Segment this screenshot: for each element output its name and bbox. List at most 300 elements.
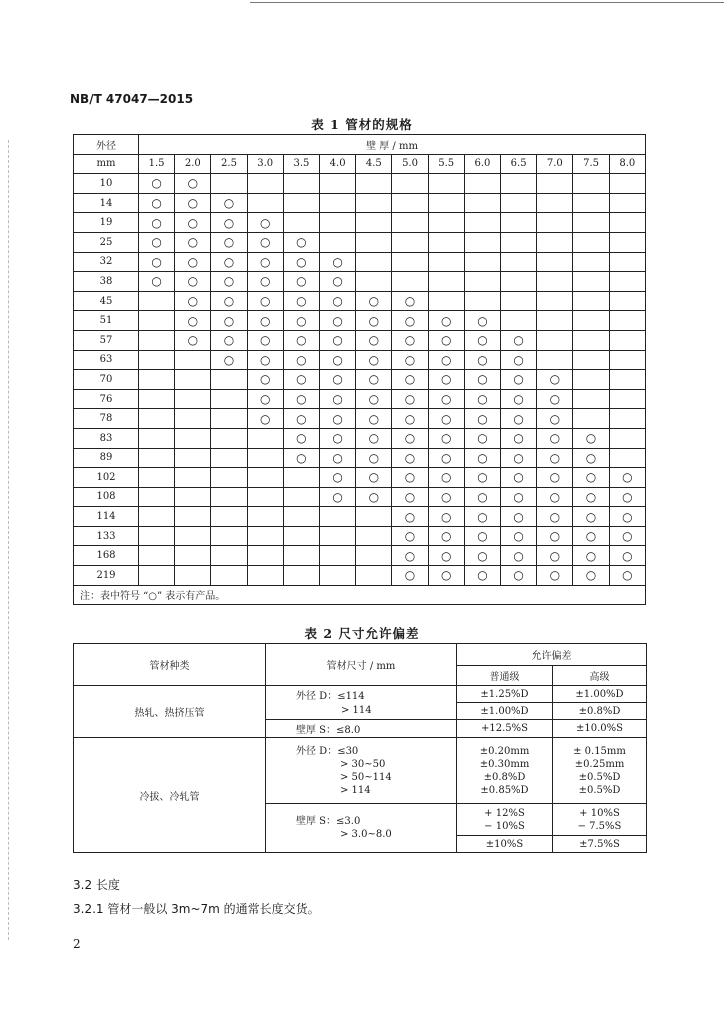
product-mark: ○	[356, 350, 392, 370]
product-mark: ○	[211, 213, 247, 233]
product-mark: ○	[211, 232, 247, 252]
empty-cell	[139, 566, 175, 586]
empty-cell	[609, 272, 645, 292]
empty-cell	[139, 428, 175, 448]
product-mark: ○	[537, 409, 573, 429]
cold-wall-label: > 3.0~8.0	[340, 829, 392, 840]
product-mark: ○	[247, 252, 283, 272]
product-mark: ○	[501, 487, 537, 507]
table-row	[74, 291, 646, 311]
empty-cell	[175, 468, 211, 488]
empty-cell	[609, 232, 645, 252]
empty-cell	[609, 428, 645, 448]
hot-od-normal-2: ±1.00%D	[457, 703, 553, 720]
table2-caption: 表 2 尺寸允许偏差	[304, 626, 420, 641]
empty-cell	[537, 330, 573, 350]
product-mark: ○	[501, 546, 537, 566]
product-mark: ○	[392, 311, 428, 331]
cold-od-normal-value: ±0.8%D	[483, 771, 526, 783]
product-mark: ○	[392, 468, 428, 488]
product-mark: ○	[537, 526, 573, 546]
empty-cell	[428, 213, 464, 233]
product-mark: ○	[247, 330, 283, 350]
empty-cell	[356, 232, 392, 252]
cold-od-labels	[266, 738, 457, 804]
product-mark: ○	[428, 448, 464, 468]
product-mark: ○	[464, 350, 500, 370]
product-mark: ○	[573, 507, 609, 527]
product-mark: ○	[609, 566, 645, 586]
product-mark: ○	[392, 370, 428, 390]
product-mark: ○	[247, 370, 283, 390]
product-mark: ○	[464, 409, 500, 429]
product-mark: ○	[320, 291, 356, 311]
empty-cell	[320, 507, 356, 527]
cold-wall-high-b: ±7.5%S	[553, 836, 647, 853]
product-mark: ○	[501, 428, 537, 448]
empty-cell	[501, 232, 537, 252]
empty-cell	[283, 213, 319, 233]
empty-cell	[356, 272, 392, 292]
empty-cell	[283, 193, 319, 213]
cold-od-normal-value: ±0.20mm	[479, 745, 530, 757]
product-mark: ○	[320, 311, 356, 331]
od-value: 102	[74, 468, 139, 488]
empty-cell	[464, 232, 500, 252]
empty-cell	[283, 526, 319, 546]
product-mark: ○	[428, 428, 464, 448]
product-mark: ○	[320, 468, 356, 488]
product-mark: ○	[392, 507, 428, 527]
od-value: 133	[74, 526, 139, 546]
empty-cell	[356, 526, 392, 546]
product-mark: ○	[320, 350, 356, 370]
empty-cell	[573, 252, 609, 272]
empty-cell	[392, 272, 428, 292]
product-mark: ○	[356, 409, 392, 429]
product-mark: ○	[464, 526, 500, 546]
cold-od-label: > 114	[340, 784, 371, 796]
product-mark: ○	[428, 330, 464, 350]
page-number: 2	[73, 937, 81, 951]
empty-cell	[428, 232, 464, 252]
empty-cell	[175, 409, 211, 429]
empty-cell	[609, 213, 645, 233]
product-mark: ○	[356, 487, 392, 507]
empty-cell	[211, 448, 247, 468]
od-value: 45	[74, 291, 139, 311]
table1-pipe-specs	[73, 134, 646, 605]
thickness-col-header: 5.5	[428, 154, 464, 174]
empty-cell	[139, 409, 175, 429]
empty-cell	[211, 566, 247, 586]
empty-cell	[139, 370, 175, 390]
empty-cell	[356, 566, 392, 586]
product-mark: ○	[501, 389, 537, 409]
cold-wall-high-value: − 7.5%S	[577, 820, 622, 832]
product-mark: ○	[428, 468, 464, 488]
product-mark: ○	[139, 232, 175, 252]
product-mark: ○	[356, 291, 392, 311]
empty-cell	[573, 330, 609, 350]
empty-cell	[283, 546, 319, 566]
thickness-col-header: 6.0	[464, 154, 500, 174]
empty-cell	[247, 566, 283, 586]
product-mark: ○	[573, 526, 609, 546]
thickness-col-header: 6.5	[501, 154, 537, 174]
table-row	[74, 566, 646, 586]
product-mark: ○	[464, 389, 500, 409]
product-mark: ○	[175, 232, 211, 252]
empty-cell	[247, 526, 283, 546]
empty-cell	[139, 330, 175, 350]
od-value: 32	[74, 252, 139, 272]
product-mark: ○	[501, 409, 537, 429]
empty-cell	[537, 252, 573, 272]
table-row	[74, 252, 646, 272]
table-row	[74, 193, 646, 213]
product-mark: ○	[211, 252, 247, 272]
product-mark: ○	[392, 448, 428, 468]
thickness-col-header: 8.0	[609, 154, 645, 174]
od-value: 70	[74, 370, 139, 390]
empty-cell	[283, 507, 319, 527]
empty-cell	[392, 252, 428, 272]
od-value: 38	[74, 272, 139, 292]
empty-cell	[356, 193, 392, 213]
hot-od-normal-1: ±1.25%D	[457, 686, 553, 703]
hot-wall-label: 壁厚 S：≤8.0	[266, 720, 457, 738]
product-mark: ○	[175, 193, 211, 213]
empty-cell	[537, 232, 573, 252]
empty-cell	[211, 389, 247, 409]
product-mark: ○	[464, 330, 500, 350]
empty-cell	[501, 193, 537, 213]
cold-wall-high-a	[553, 804, 647, 836]
empty-cell	[320, 566, 356, 586]
type-hot-rolled: 热轧、热挤压管	[74, 686, 266, 738]
cold-wall-normal-value: + 12%S	[484, 807, 525, 819]
empty-cell	[537, 350, 573, 370]
empty-cell	[609, 350, 645, 370]
empty-cell	[537, 174, 573, 194]
product-mark: ○	[175, 330, 211, 350]
product-mark: ○	[175, 252, 211, 272]
product-mark: ○	[537, 468, 573, 488]
product-mark: ○	[573, 448, 609, 468]
product-mark: ○	[211, 330, 247, 350]
hot-wall-normal: +12.5%S	[457, 720, 553, 738]
od-value: 76	[74, 389, 139, 409]
empty-cell	[573, 350, 609, 370]
empty-cell	[211, 526, 247, 546]
product-mark: ○	[609, 546, 645, 566]
product-mark: ○	[356, 428, 392, 448]
od-header-title: 外径	[74, 135, 139, 155]
product-mark: ○	[320, 409, 356, 429]
cold-wall-normal-b: ±10%S	[457, 836, 553, 853]
empty-cell	[356, 507, 392, 527]
od-value: 10	[74, 174, 139, 194]
empty-cell	[247, 428, 283, 448]
empty-cell	[537, 291, 573, 311]
empty-cell	[609, 409, 645, 429]
product-mark: ○	[283, 330, 319, 350]
product-mark: ○	[464, 468, 500, 488]
product-mark: ○	[609, 487, 645, 507]
product-mark: ○	[537, 546, 573, 566]
od-header-unit: mm	[74, 154, 139, 174]
thickness-col-header: 7.0	[537, 154, 573, 174]
col-header-tolerance: 允许偏差	[457, 644, 647, 666]
empty-cell	[573, 193, 609, 213]
table-row	[74, 428, 646, 448]
product-mark: ○	[247, 409, 283, 429]
empty-cell	[175, 389, 211, 409]
product-mark: ○	[501, 507, 537, 527]
product-mark: ○	[175, 174, 211, 194]
product-mark: ○	[320, 389, 356, 409]
product-mark: ○	[211, 193, 247, 213]
product-mark: ○	[356, 330, 392, 350]
product-mark: ○	[175, 272, 211, 292]
table-row	[74, 389, 646, 409]
empty-cell	[392, 232, 428, 252]
cold-wall-normal-a	[457, 804, 553, 836]
product-mark: ○	[247, 389, 283, 409]
cold-wall-normal-value: − 10%S	[484, 820, 525, 832]
product-mark: ○	[537, 428, 573, 448]
col-header-type: 管材种类	[74, 644, 266, 686]
od-value: 108	[74, 487, 139, 507]
cold-od-label: 外径 D：≤30	[296, 745, 359, 757]
product-mark: ○	[392, 409, 428, 429]
empty-cell	[320, 232, 356, 252]
empty-cell	[175, 487, 211, 507]
product-mark: ○	[247, 291, 283, 311]
empty-cell	[247, 193, 283, 213]
product-mark: ○	[464, 428, 500, 448]
empty-cell	[392, 193, 428, 213]
empty-cell	[247, 174, 283, 194]
product-mark: ○	[392, 291, 428, 311]
product-mark: ○	[320, 330, 356, 350]
table-row	[74, 526, 646, 546]
od-value: 25	[74, 232, 139, 252]
empty-cell	[428, 193, 464, 213]
empty-cell	[356, 252, 392, 272]
empty-cell	[392, 213, 428, 233]
cold-od-high-value: ±0.5%D	[578, 771, 621, 783]
product-mark: ○	[501, 526, 537, 546]
product-mark: ○	[356, 389, 392, 409]
empty-cell	[609, 389, 645, 409]
wall-thickness-header: 壁 厚 / mm	[139, 135, 646, 155]
product-mark: ○	[501, 468, 537, 488]
table-row	[74, 174, 646, 194]
empty-cell	[464, 193, 500, 213]
product-mark: ○	[283, 428, 319, 448]
table2-tolerances	[73, 643, 647, 853]
empty-cell	[175, 428, 211, 448]
empty-cell	[139, 526, 175, 546]
empty-cell	[139, 468, 175, 488]
product-mark: ○	[283, 232, 319, 252]
product-mark: ○	[537, 370, 573, 390]
table-row	[74, 487, 646, 507]
cold-od-high-value: ±0.25mm	[574, 758, 625, 770]
product-mark: ○	[283, 409, 319, 429]
top-rule	[250, 2, 724, 3]
empty-cell	[139, 291, 175, 311]
thickness-col-header: 7.5	[573, 154, 609, 174]
product-mark: ○	[392, 330, 428, 350]
product-mark: ○	[392, 487, 428, 507]
product-mark: ○	[464, 546, 500, 566]
col-header-normal: 普通级	[457, 666, 553, 686]
empty-cell	[609, 370, 645, 390]
cold-od-high	[553, 738, 647, 804]
product-mark: ○	[283, 350, 319, 370]
product-mark: ○	[501, 448, 537, 468]
empty-cell	[283, 174, 319, 194]
empty-cell	[175, 507, 211, 527]
product-mark: ○	[573, 546, 609, 566]
cold-wall-labels	[266, 804, 457, 853]
od-value: 57	[74, 330, 139, 350]
empty-cell	[501, 213, 537, 233]
empty-cell	[609, 291, 645, 311]
product-mark: ○	[464, 448, 500, 468]
empty-cell	[573, 389, 609, 409]
od-value: 78	[74, 409, 139, 429]
section-3-2-heading: 3.2 长度	[73, 878, 120, 892]
product-mark: ○	[392, 389, 428, 409]
product-mark: ○	[247, 213, 283, 233]
table-row	[74, 330, 646, 350]
empty-cell	[464, 213, 500, 233]
product-mark: ○	[283, 389, 319, 409]
table1-note: 注：表中符号 “○” 表示有产品。	[74, 585, 646, 605]
od-value: 114	[74, 507, 139, 527]
empty-cell	[464, 272, 500, 292]
product-mark: ○	[175, 291, 211, 311]
empty-cell	[139, 311, 175, 331]
product-mark: ○	[283, 272, 319, 292]
product-mark: ○	[428, 526, 464, 546]
cold-od-label: > 50~114	[340, 771, 392, 783]
cold-wall-high-value: + 10%S	[579, 807, 620, 819]
empty-cell	[247, 546, 283, 566]
product-mark: ○	[537, 507, 573, 527]
product-mark: ○	[283, 291, 319, 311]
product-mark: ○	[211, 311, 247, 331]
thickness-col-header: 2.0	[175, 154, 211, 174]
thickness-col-header: 5.0	[392, 154, 428, 174]
product-mark: ○	[573, 428, 609, 448]
product-mark: ○	[320, 370, 356, 390]
empty-cell	[464, 252, 500, 272]
section-3-2-1-text: 3.2.1 管材一般以 3m~7m 的通常长度交货。	[73, 902, 320, 916]
empty-cell	[464, 174, 500, 194]
empty-cell	[211, 409, 247, 429]
empty-cell	[573, 213, 609, 233]
empty-cell	[609, 448, 645, 468]
empty-cell	[139, 389, 175, 409]
empty-cell	[175, 448, 211, 468]
thickness-col-header: 4.5	[356, 154, 392, 174]
cold-od-high-value: ± 0.15mm	[573, 745, 626, 757]
col-header-size: 管材尺寸 / mm	[266, 644, 457, 686]
product-mark: ○	[211, 291, 247, 311]
empty-cell	[175, 566, 211, 586]
product-mark: ○	[428, 507, 464, 527]
empty-cell	[501, 311, 537, 331]
cold-od-normal-value: ±0.85%D	[480, 784, 529, 796]
cold-od-normal	[457, 738, 553, 804]
table-row	[74, 468, 646, 488]
product-mark: ○	[283, 311, 319, 331]
empty-cell	[211, 546, 247, 566]
product-mark: ○	[537, 389, 573, 409]
product-mark: ○	[501, 350, 537, 370]
empty-cell	[501, 291, 537, 311]
table-row	[74, 409, 646, 429]
empty-cell	[501, 272, 537, 292]
product-mark: ○	[356, 370, 392, 390]
empty-cell	[211, 468, 247, 488]
standard-code: NB/T 47047—2015	[70, 92, 194, 106]
empty-cell	[211, 174, 247, 194]
product-mark: ○	[283, 370, 319, 390]
product-mark: ○	[428, 389, 464, 409]
table-row	[74, 311, 646, 331]
product-mark: ○	[320, 272, 356, 292]
empty-cell	[392, 174, 428, 194]
od-value: 219	[74, 566, 139, 586]
scan-margin-line	[8, 140, 9, 940]
product-mark: ○	[392, 546, 428, 566]
product-mark: ○	[392, 566, 428, 586]
empty-cell	[139, 448, 175, 468]
type-cold-drawn: 冷拔、冷轧管	[74, 738, 266, 853]
empty-cell	[537, 311, 573, 331]
empty-cell	[573, 409, 609, 429]
product-mark: ○	[501, 370, 537, 390]
product-mark: ○	[464, 487, 500, 507]
table-row	[74, 350, 646, 370]
empty-cell	[211, 487, 247, 507]
table-row	[74, 213, 646, 233]
empty-cell	[211, 507, 247, 527]
product-mark: ○	[139, 213, 175, 233]
empty-cell	[609, 174, 645, 194]
empty-cell	[320, 526, 356, 546]
product-mark: ○	[428, 370, 464, 390]
product-mark: ○	[609, 526, 645, 546]
product-mark: ○	[247, 311, 283, 331]
product-mark: ○	[392, 526, 428, 546]
table-row	[74, 546, 646, 566]
hot-od-high-1: ±1.00%D	[553, 686, 647, 703]
cold-od-high-value: ±0.5%D	[578, 784, 621, 796]
thickness-col-header: 3.5	[283, 154, 319, 174]
empty-cell	[428, 291, 464, 311]
product-mark: ○	[464, 370, 500, 390]
empty-cell	[573, 311, 609, 331]
product-mark: ○	[609, 468, 645, 488]
empty-cell	[283, 468, 319, 488]
